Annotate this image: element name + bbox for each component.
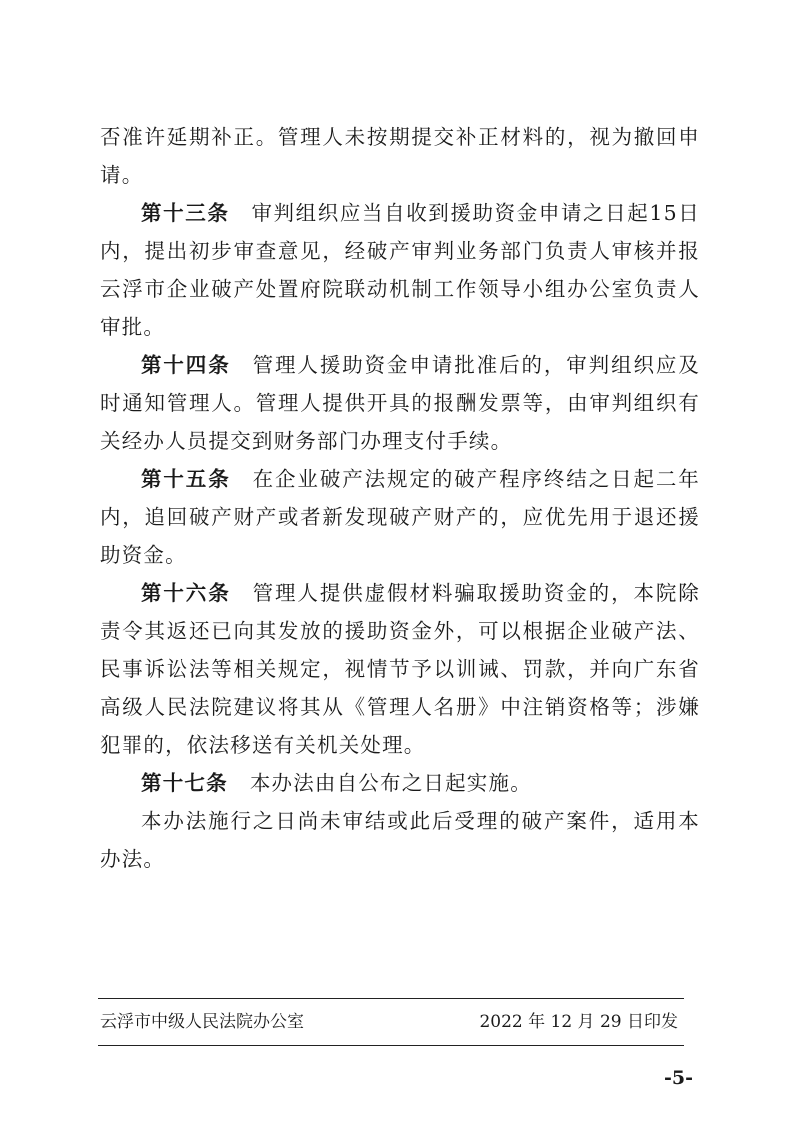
- footer-top-rule: [98, 998, 684, 999]
- article-heading: 第十七条: [141, 771, 228, 795]
- article-text: 管理人提供虚假材料骗取援助资金的，本院除责令其返还已向其发放的援助资金外，可以根据企业破产法、民事诉讼法等相关规定，视情节予以训诫、罚款，并向广东省高级人民法院建议将其从《管理人名册》中注销资格等；涉嫌犯罪的，依法移送有关机关处理。: [100, 581, 700, 757]
- article-14: [100, 346, 700, 460]
- article-text: 本办法由自公布之日起实施。: [249, 771, 532, 795]
- footer-date: 2022 年 12 月 29 日印发: [479, 1012, 678, 1032]
- article-15: [100, 460, 700, 574]
- footer-bottom-rule: [98, 1045, 684, 1046]
- article-text: 审判组织应当自收到援助资金申请之日起15日内，提出初步审查意见，经破产审判业务部门负责人审核并报云浮市企业破产处置府院联动机制工作领导小组办公室负责人审批。: [100, 201, 700, 339]
- article-heading: 第十五条: [141, 467, 231, 491]
- article-17: [100, 764, 700, 802]
- footer-issuer: 云浮市中级人民法院办公室: [100, 1012, 304, 1032]
- document-body: [100, 118, 700, 878]
- article-heading: 第十六条: [141, 581, 231, 605]
- closing-paragraph: [100, 802, 700, 878]
- article-heading: 第十四条: [141, 353, 231, 377]
- page-number: -5-: [664, 1067, 693, 1089]
- article-13: [100, 194, 700, 346]
- article-16: [100, 574, 700, 764]
- article-text: 管理人援助资金申请批准后的，审判组织应及时通知管理人。管理人提供开具的报酬发票等，由审判组织有关经办人员提交到财务部门办理支付手续。: [100, 353, 700, 453]
- article-heading: 第十三条: [141, 201, 230, 225]
- article-text: 在企业破产法规定的破产程序终结之日起二年内，追回破产财产或者新发现破产财产的，应优先用于退还援助资金。: [100, 467, 700, 567]
- paragraph-text: 否准许延期补正。管理人未按期提交补正材料的，视为撤回申请。: [100, 125, 700, 187]
- footer: [100, 1007, 678, 1037]
- paragraph-continuation: [100, 118, 700, 194]
- paragraph-text: 本办法施行之日尚未审结或此后受理的破产案件，适用本办法。: [100, 809, 700, 871]
